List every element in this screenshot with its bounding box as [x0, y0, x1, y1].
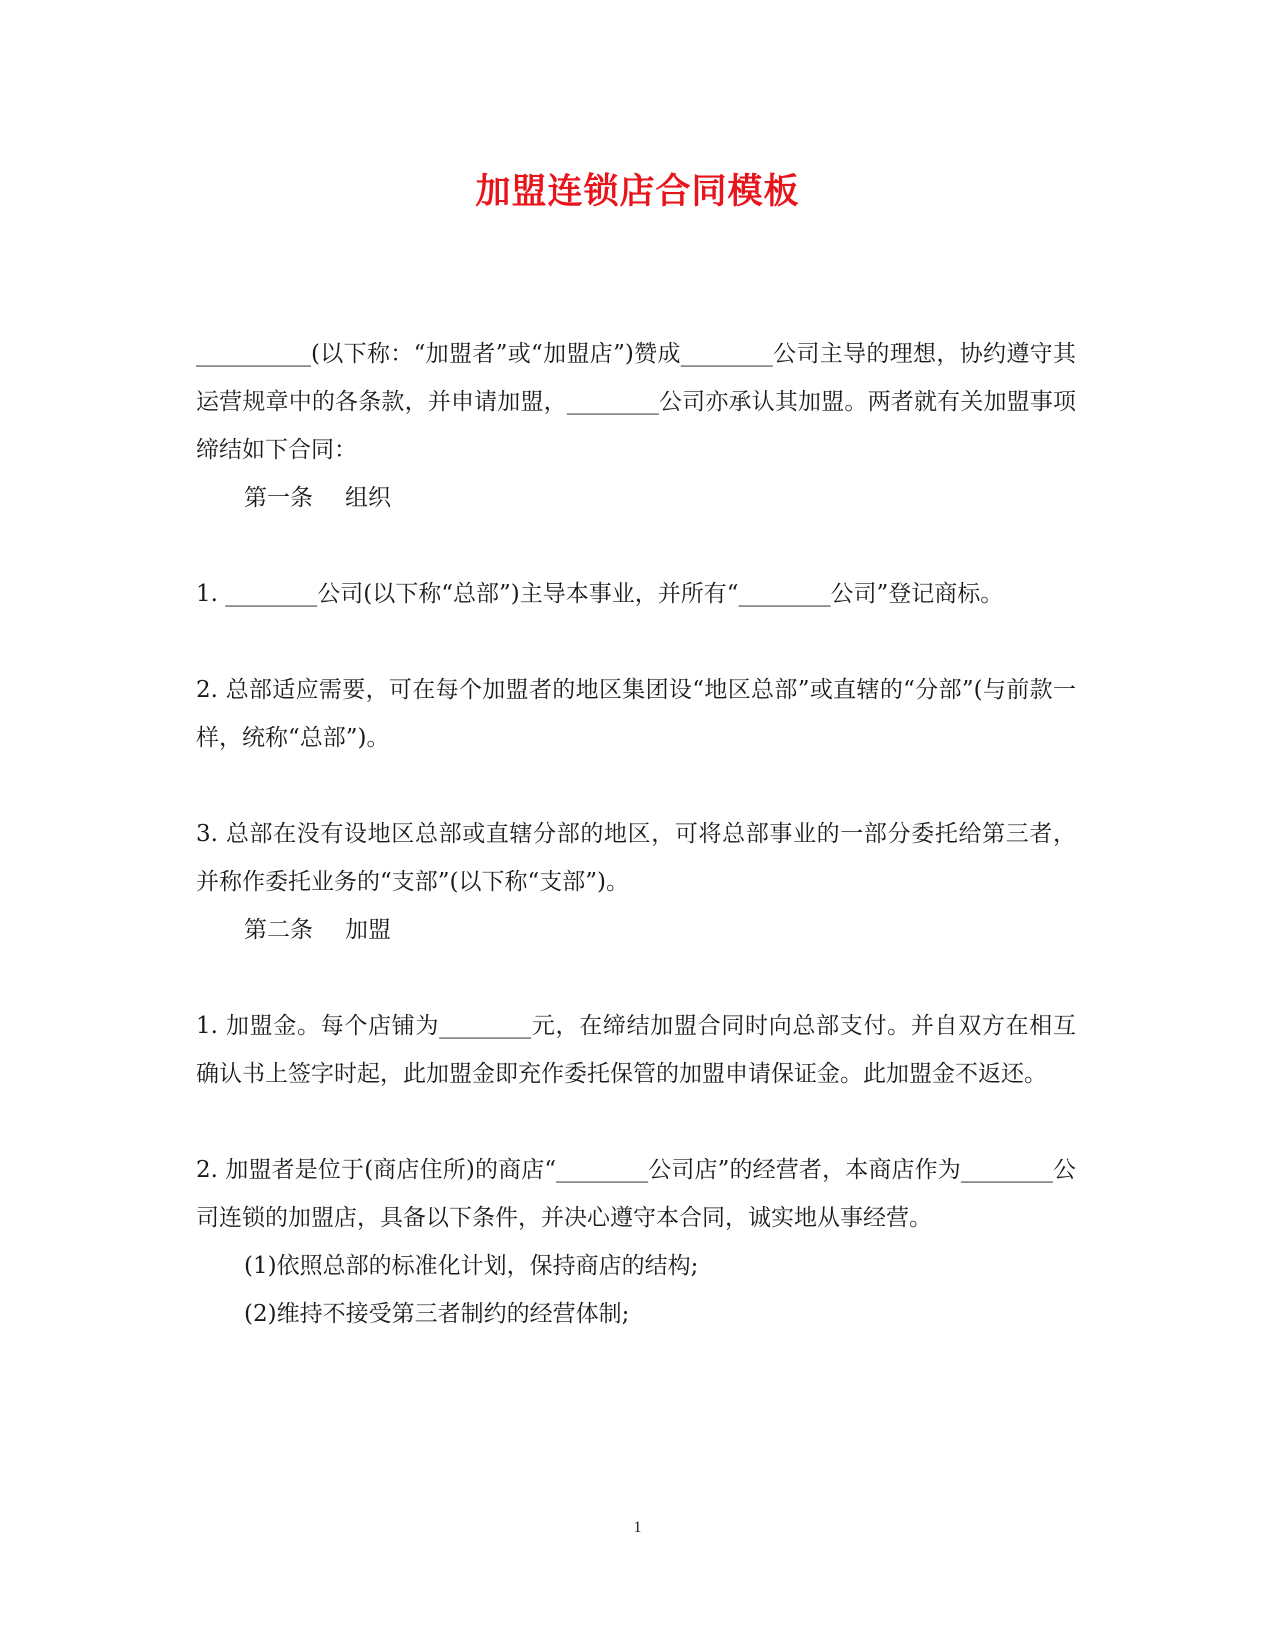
article1-clause-3: 3. 总部在没有设地区总部或直辖分部的地区，可将总部事业的一部分委托给第三者，并称作委托业务的“支部”(以下称“支部”)。	[196, 821, 1076, 895]
article-number: 第二条	[244, 917, 313, 943]
article2-item-1: (1)依照总部的标准化计划，保持商店的结构;	[244, 1253, 699, 1279]
article1-clause-2: 2. 总部适应需要，可在每个加盟者的地区集团设“地区总部”或直辖的“分部”(与前款一样，统称“总部”)。	[196, 677, 1076, 751]
article2-clause-2: 2. 加盟者是位于(商店住所)的商店“________公司店”的经营者，本商店作为________公司连锁的加盟店，具备以下条件，并决心遵守本合同，诚实地从事经营。	[196, 1157, 1076, 1231]
article-name: 加盟	[345, 917, 391, 943]
article-heading-2	[196, 906, 1076, 954]
article-name: 组织	[345, 485, 391, 511]
article1-clause-1: 1. ________公司(以下称“总部”)主导本事业，并所有“________公司”登记商标。	[196, 581, 1004, 607]
article2-clause-1: 1. 加盟金。每个店铺为________元，在缔结加盟合同时向总部支付。并自双方在相互确认书上签字时起，此加盟金即充作委托保管的加盟申请保证金。此加盟金不返还。	[196, 1013, 1076, 1087]
intro-paragraph: __________(以下称：“加盟者”或“加盟店”)赞成________公司主导的理想，协约遵守其运营规章中的各条款，并申请加盟，________公司亦承认其加盟。两者就有关加盟事项缔结如下合同：	[196, 341, 1076, 463]
article2-item-2: (2)维持不接受第三者制约的经营体制;	[244, 1301, 630, 1327]
article-heading-1	[196, 474, 1076, 522]
article-number: 第一条	[244, 485, 313, 511]
document-body	[196, 330, 1076, 1338]
page-number: 1	[633, 1519, 642, 1536]
document-title: 加盟连锁店合同模板	[475, 171, 800, 212]
